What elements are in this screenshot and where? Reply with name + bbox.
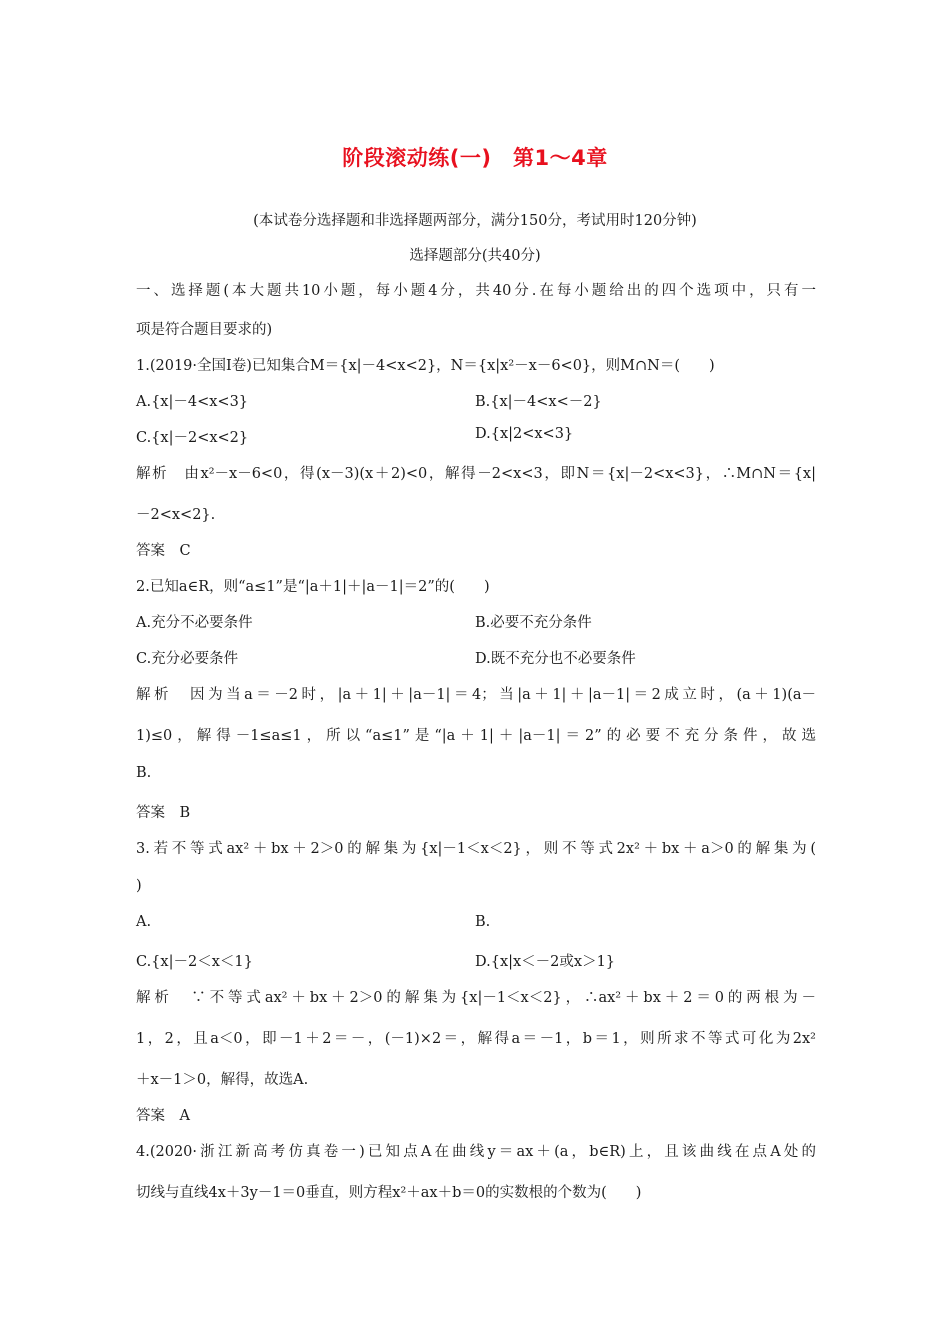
question-1-answer: 答案 C	[136, 543, 191, 559]
question-3-option-d: D.{x|x＜－2或x＞1}	[475, 954, 616, 970]
part-heading-line-2: 项是符合题目要求的)	[136, 322, 273, 338]
question-3-answer: 答案 A	[136, 1108, 190, 1124]
question-3-stem-line-1: 3.若不等式ax²＋bx＋2＞0的解集为{x|－1＜x＜2}，则不等式2x²＋bx＋a＞0的解集为(	[136, 841, 816, 857]
part-heading-line-1: 一、选择题(本大题共10小题，每小题4分，共40分.在每小题给出的四个选项中，只有一	[136, 283, 816, 299]
question-2-analysis-line-2: 1)≤0，解得－1≤a≤1，所以“a≤1”是“|a＋1|＋|a－1|＝2”的必要不充分条件，故选	[136, 728, 816, 744]
question-2-option-d: D.既不充分也不必要条件	[475, 651, 636, 667]
question-1-stem: 1.(2019·全国Ⅰ卷)已知集合M＝{x|－4<x<2}，N＝{x|x²－x－6<0}，则M∩N＝( )	[136, 358, 715, 374]
question-3-option-c: C.{x|－2＜x＜1}	[136, 954, 253, 970]
question-4-stem-line-2: 切线与直线4x＋3y－1＝0垂直，则方程x²＋ax＋b＝0的实数根的个数为( )	[136, 1185, 642, 1201]
question-1-option-c: C.{x|－2<x<2}	[136, 430, 249, 446]
question-2-option-a: A.充分不必要条件	[136, 615, 253, 631]
question-1-analysis-line-2: －2<x<2}.	[136, 507, 216, 523]
page-title: 阶段滚动练(一) 第1～4章	[342, 146, 608, 170]
section-title: 选择题部分(共40分)	[409, 248, 541, 264]
question-3-analysis-line-3: ＋x－1＞0，解得，故选A.	[136, 1072, 309, 1088]
question-2-option-c: C.充分必要条件	[136, 651, 239, 667]
question-3-analysis-line-1: 解析 ∵不等式ax²＋bx＋2＞0的解集为{x|－1＜x＜2}，∴ax²＋bx＋2＝0的两根为－	[136, 990, 816, 1006]
question-2-stem: 2.已知a∈R，则“a≤1”是“|a＋1|＋|a－1|＝2”的( )	[136, 579, 490, 595]
question-3-analysis-line-2: 1，2，且a＜0，即－1＋2＝－，(－1)×2＝，解得a＝－1，b＝1，则所求不等式可化为2x²	[136, 1031, 816, 1047]
question-4-stem-line-1: 4.(2020·浙江新高考仿真卷一)已知点A在曲线y＝ax＋(a，b∈R)上，且该曲线在点A处的	[136, 1144, 816, 1160]
question-2-answer: 答案 B	[136, 805, 191, 821]
question-1-analysis-line-1: 解析 由x²－x－6<0，得(x－3)(x＋2)<0，解得－2<x<3，即N＝{x|－2<x<3}，∴M∩N＝{x|	[136, 466, 816, 482]
question-3-option-b: B.	[475, 914, 491, 930]
question-2-option-b: B.必要不充分条件	[475, 615, 592, 631]
question-1-option-d: D.{x|2<x<3}	[475, 426, 574, 442]
question-2-analysis-line-1: 解析 因为当a＝－2时，|a＋1|＋|a－1|＝4；当|a＋1|＋|a－1|＝2成立时，(a＋1)(a－	[136, 687, 816, 703]
question-3-stem-line-2: )	[136, 878, 142, 894]
question-2-analysis-line-3: B.	[136, 765, 152, 781]
question-3-option-a: A.	[136, 914, 152, 930]
question-1-option-a: A.{x|－4<x<3}	[136, 394, 249, 410]
exam-info: (本试卷分选择题和非选择题两部分，满分150分，考试用时120分钟)	[253, 213, 697, 229]
question-1-option-b: B.{x|－4<x<－2}	[475, 394, 602, 410]
